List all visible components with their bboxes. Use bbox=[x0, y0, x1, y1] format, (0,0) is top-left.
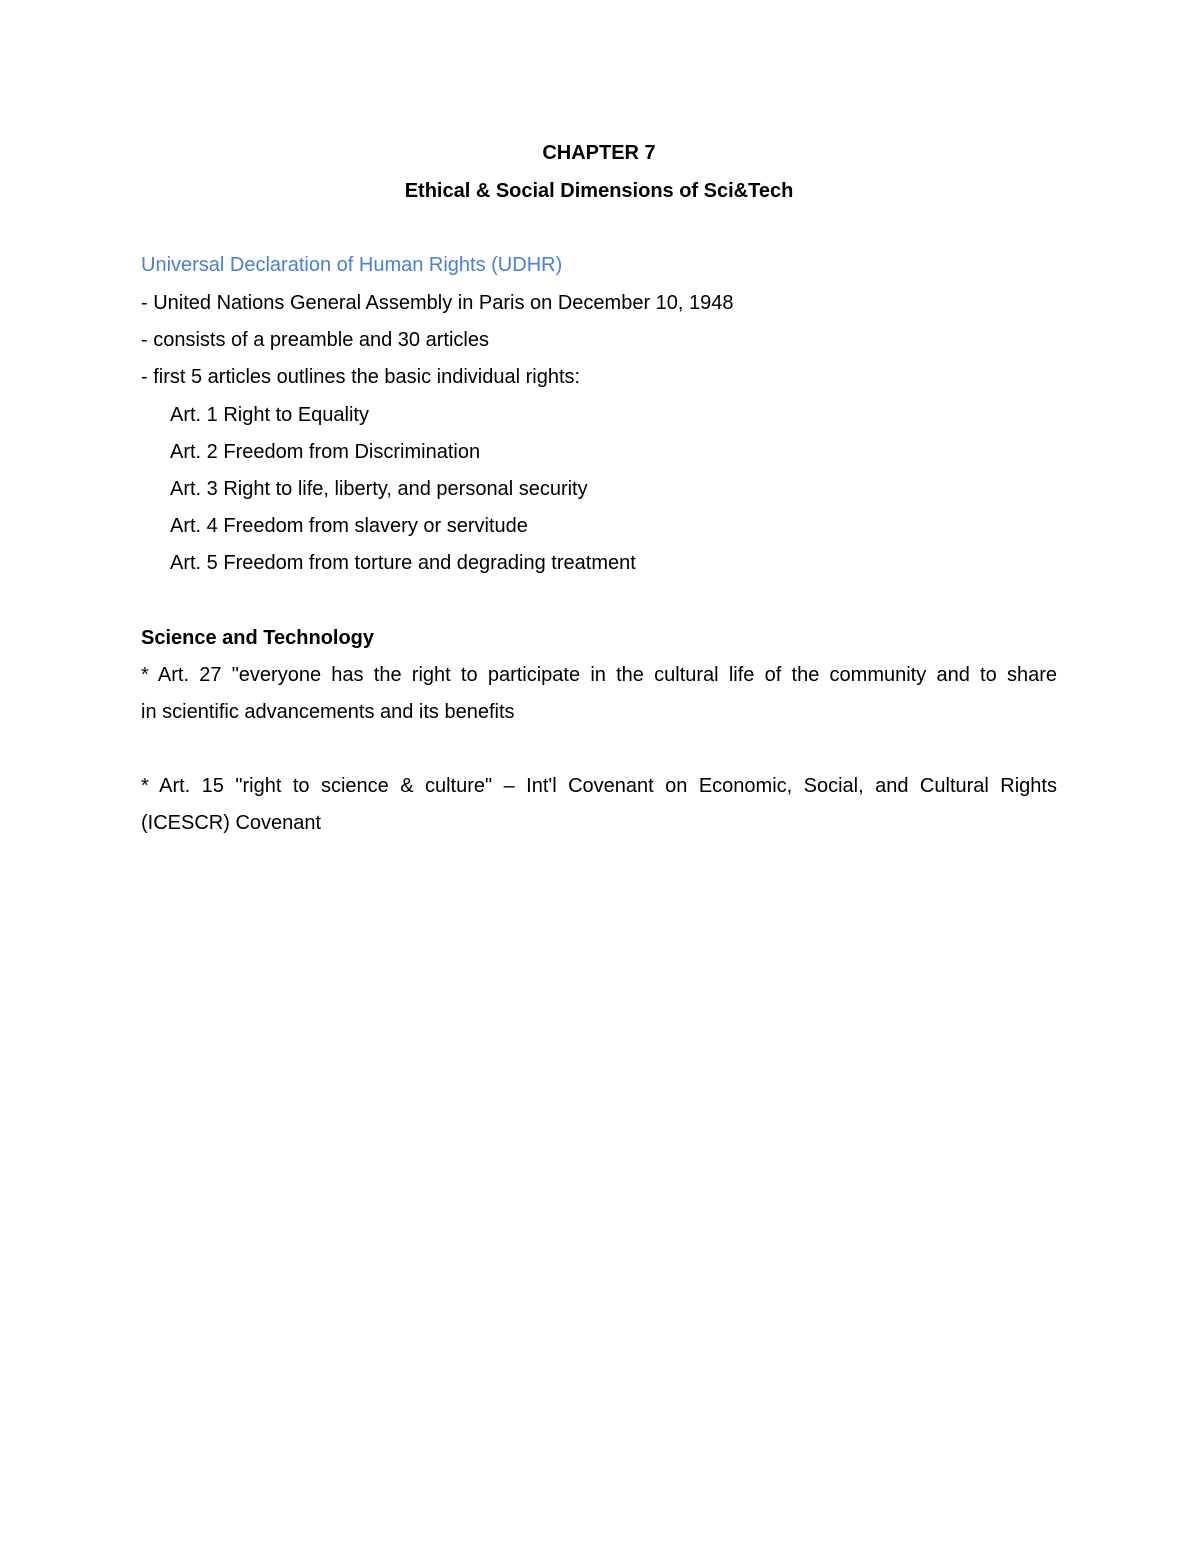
udhr-heading: Universal Declaration of Human Rights (UDHR) bbox=[141, 254, 563, 276]
chapter-label: CHAPTER 7 bbox=[542, 142, 656, 164]
science-paragraph-line: in scientific advancements and its benefits bbox=[141, 701, 515, 723]
udhr-bullet: - first 5 articles outlines the basic individual rights: bbox=[141, 366, 581, 388]
udhr-bullet: - consists of a preamble and 30 articles bbox=[141, 329, 489, 351]
article-item: Art. 5 Freedom from torture and degrading treatment bbox=[170, 552, 636, 574]
science-paragraph-line: (ICESCR) Covenant bbox=[141, 812, 322, 834]
science-heading: Science and Technology bbox=[141, 627, 375, 649]
article-item: Art. 3 Right to life, liberty, and personal security bbox=[170, 478, 588, 500]
udhr-bullet: - United Nations General Assembly in Paris on December 10, 1948 bbox=[141, 292, 734, 314]
chapter-title: Ethical & Social Dimensions of Sci&Tech bbox=[404, 180, 794, 202]
article-item: Art. 1 Right to Equality bbox=[170, 404, 369, 426]
article-item: Art. 4 Freedom from slavery or servitude bbox=[170, 515, 528, 537]
article-item: Art. 2 Freedom from Discrimination bbox=[170, 441, 481, 463]
science-paragraph-line: * Art. 27 "everyone has the right to participate in the cultural life of the community and to share bbox=[141, 664, 1057, 686]
science-paragraph-line: * Art. 15 "right to science & culture" – Int'l Covenant on Economic, Social, and Cultural Rights bbox=[141, 775, 1057, 797]
